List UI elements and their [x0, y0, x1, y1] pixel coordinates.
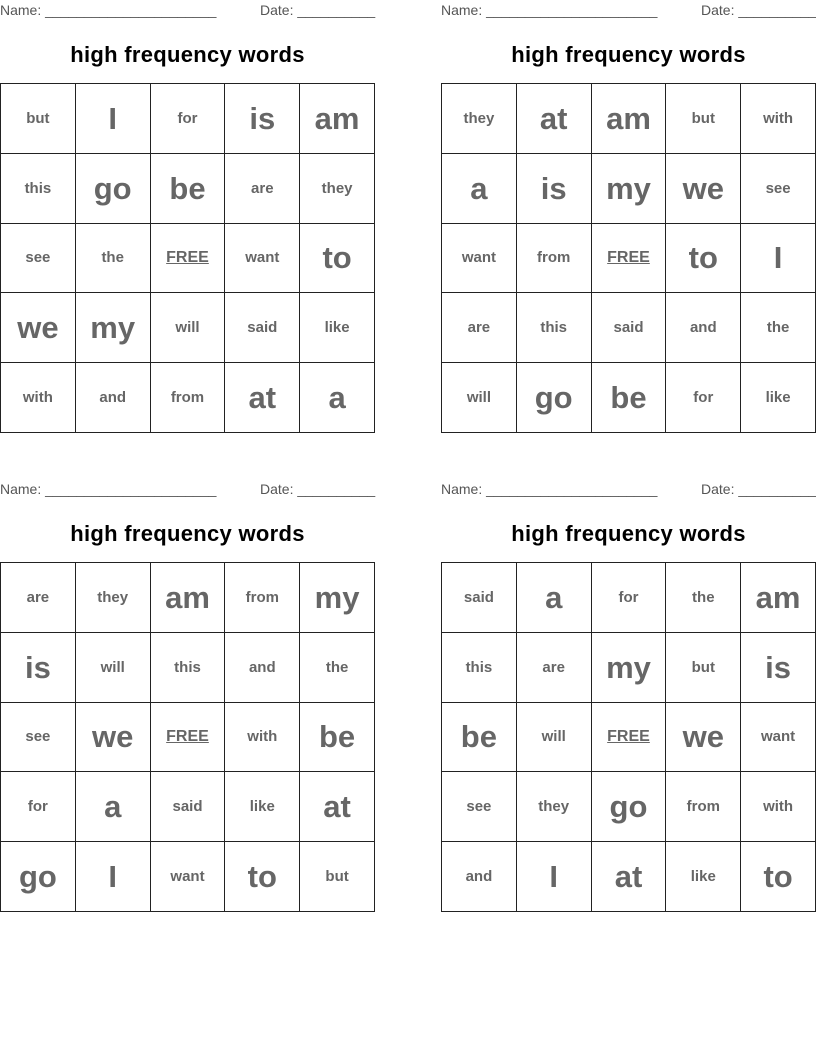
word-cell: a: [442, 153, 517, 223]
word-cell: at: [300, 772, 375, 842]
word-cell: go: [591, 772, 666, 842]
word-cell: like: [225, 772, 300, 842]
word-cell: and: [225, 632, 300, 702]
free-space-cell: FREE: [150, 702, 225, 772]
date-label: Date: __________: [260, 481, 376, 497]
name-label: Name: ______________________: [441, 2, 658, 18]
word-cell: for: [1, 772, 76, 842]
name-label: Name: ______________________: [441, 481, 658, 497]
word-cell: want: [442, 223, 517, 293]
word-cell: for: [666, 363, 741, 433]
word-cell: for: [591, 563, 666, 633]
name-label: Name: ______________________: [0, 481, 217, 497]
word-cell: I: [516, 842, 591, 912]
free-space-cell: FREE: [591, 223, 666, 293]
card-title: high frequency words: [511, 521, 746, 546]
grid-row: [442, 223, 816, 293]
word-cell: I: [75, 84, 150, 154]
grid-row: [1, 632, 375, 702]
word-cell: see: [1, 223, 76, 293]
name-label: Name: ______________________: [0, 2, 217, 18]
word-cell: go: [75, 153, 150, 223]
word-cell: we: [1, 293, 76, 363]
word-cell: a: [516, 563, 591, 633]
grid-row: [1, 363, 375, 433]
word-cell: is: [516, 153, 591, 223]
word-cell: go: [516, 363, 591, 433]
word-cell: be: [150, 153, 225, 223]
word-cell: are: [516, 632, 591, 702]
grid-row: [442, 702, 816, 772]
word-cell: a: [75, 772, 150, 842]
word-cell: to: [666, 223, 741, 293]
word-cell: we: [666, 702, 741, 772]
grid-row: [442, 84, 816, 154]
word-cell: will: [442, 363, 517, 433]
grid-row: [442, 772, 816, 842]
word-cell: my: [591, 153, 666, 223]
card-header: [0, 481, 375, 499]
word-cell: am: [741, 563, 816, 633]
word-cell: said: [225, 293, 300, 363]
word-cell: to: [225, 842, 300, 912]
word-cell: at: [591, 842, 666, 912]
bingo-grid: [441, 562, 816, 912]
word-cell: to: [741, 842, 816, 912]
word-cell: a: [300, 363, 375, 433]
word-cell: like: [741, 363, 816, 433]
card-header: [0, 2, 375, 20]
card-header: [441, 2, 816, 20]
grid-row: [1, 84, 375, 154]
word-cell: go: [1, 842, 76, 912]
word-cell: for: [150, 84, 225, 154]
bingo-grid: [0, 83, 375, 433]
word-cell: said: [150, 772, 225, 842]
word-cell: my: [75, 293, 150, 363]
word-cell: and: [75, 363, 150, 433]
word-cell: am: [300, 84, 375, 154]
word-cell: they: [442, 84, 517, 154]
word-cell: from: [516, 223, 591, 293]
grid-row: [442, 293, 816, 363]
bingo-grid: [0, 562, 375, 912]
word-cell: my: [591, 632, 666, 702]
word-cell: I: [741, 223, 816, 293]
word-cell: be: [591, 363, 666, 433]
word-cell: but: [1, 84, 76, 154]
word-cell: are: [225, 153, 300, 223]
word-cell: they: [75, 563, 150, 633]
word-cell: will: [150, 293, 225, 363]
word-cell: from: [666, 772, 741, 842]
word-cell: will: [75, 632, 150, 702]
word-cell: with: [1, 363, 76, 433]
grid-row: [1, 702, 375, 772]
grid-row: [1, 153, 375, 223]
word-cell: with: [741, 84, 816, 154]
date-label: Date: __________: [701, 2, 816, 18]
word-cell: and: [442, 842, 517, 912]
grid-row: [442, 632, 816, 702]
word-cell: see: [1, 702, 76, 772]
word-cell: with: [225, 702, 300, 772]
grid-row: [442, 563, 816, 633]
word-cell: am: [150, 563, 225, 633]
free-space-cell: FREE: [591, 702, 666, 772]
word-cell: at: [225, 363, 300, 433]
word-cell: with: [741, 772, 816, 842]
word-cell: from: [225, 563, 300, 633]
word-cell: this: [1, 153, 76, 223]
word-cell: want: [150, 842, 225, 912]
card-title: high frequency words: [70, 521, 305, 546]
word-cell: want: [741, 702, 816, 772]
grid-row: [442, 153, 816, 223]
word-cell: is: [225, 84, 300, 154]
free-space-cell: FREE: [150, 223, 225, 293]
grid-row: [442, 363, 816, 433]
word-cell: like: [666, 842, 741, 912]
word-cell: the: [741, 293, 816, 363]
word-cell: am: [591, 84, 666, 154]
word-cell: said: [442, 563, 517, 633]
word-cell: but: [666, 84, 741, 154]
word-cell: are: [1, 563, 76, 633]
grid-row: [1, 772, 375, 842]
word-cell: said: [591, 293, 666, 363]
word-cell: the: [75, 223, 150, 293]
word-cell: will: [516, 702, 591, 772]
word-cell: are: [442, 293, 517, 363]
word-cell: and: [666, 293, 741, 363]
word-cell: we: [75, 702, 150, 772]
word-cell: they: [300, 153, 375, 223]
grid-row: [1, 293, 375, 363]
word-cell: want: [225, 223, 300, 293]
word-cell: the: [300, 632, 375, 702]
word-cell: is: [741, 632, 816, 702]
card-title: high frequency words: [511, 42, 746, 67]
date-label: Date: __________: [260, 2, 376, 18]
word-cell: be: [442, 702, 517, 772]
grid-row: [1, 563, 375, 633]
card-title: high frequency words: [70, 42, 305, 67]
word-cell: at: [516, 84, 591, 154]
word-cell: the: [666, 563, 741, 633]
word-cell: but: [300, 842, 375, 912]
word-cell: they: [516, 772, 591, 842]
bingo-grid: [441, 83, 816, 433]
word-cell: this: [516, 293, 591, 363]
word-cell: I: [75, 842, 150, 912]
card-header: [441, 481, 816, 499]
word-cell: like: [300, 293, 375, 363]
word-cell: from: [150, 363, 225, 433]
date-label: Date: __________: [701, 481, 816, 497]
word-cell: see: [741, 153, 816, 223]
word-cell: my: [300, 563, 375, 633]
grid-row: [1, 842, 375, 912]
grid-row: [442, 842, 816, 912]
word-cell: be: [300, 702, 375, 772]
word-cell: to: [300, 223, 375, 293]
word-cell: we: [666, 153, 741, 223]
grid-row: [1, 223, 375, 293]
word-cell: but: [666, 632, 741, 702]
word-cell: this: [442, 632, 517, 702]
word-cell: this: [150, 632, 225, 702]
word-cell: see: [442, 772, 517, 842]
word-cell: is: [1, 632, 76, 702]
